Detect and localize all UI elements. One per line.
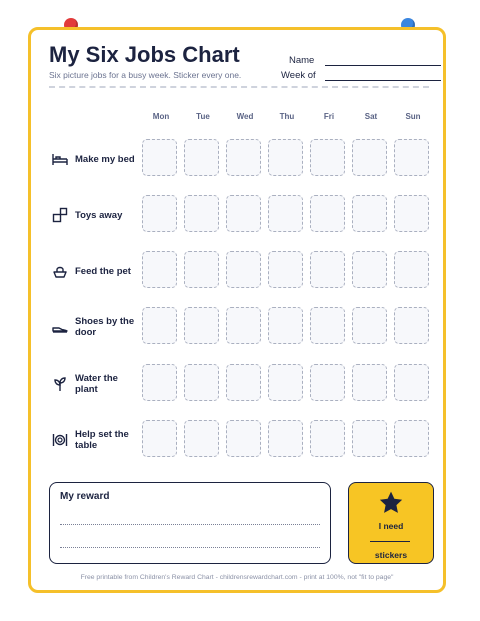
sticker-goal-text: I need xyxy=(378,521,404,531)
sticker-box[interactable] xyxy=(142,420,177,457)
week-field[interactable] xyxy=(281,69,441,81)
job-label: Water the plant xyxy=(75,373,118,395)
name-line[interactable] xyxy=(325,54,441,66)
sticker-box[interactable] xyxy=(184,195,219,232)
week-line[interactable] xyxy=(325,69,441,81)
shoe-icon xyxy=(52,319,68,335)
sticker-box[interactable] xyxy=(268,307,303,344)
sticker-box[interactable] xyxy=(394,139,429,176)
day-header-fri: Fri xyxy=(323,112,335,121)
job-row-pet xyxy=(49,251,433,291)
chart-sheet xyxy=(28,27,446,593)
sticker-box[interactable] xyxy=(352,420,387,457)
plate-cutlery-icon xyxy=(52,432,68,448)
sticker-box[interactable] xyxy=(394,195,429,232)
job-row-toys xyxy=(49,195,433,235)
sticker-goal-box[interactable] xyxy=(348,482,434,564)
job-label: Help set the table xyxy=(75,429,129,451)
sticker-box[interactable] xyxy=(268,364,303,401)
sticker-box[interactable] xyxy=(184,364,219,401)
sticker-box[interactable] xyxy=(184,307,219,344)
job-label: Shoes by the door xyxy=(75,316,135,338)
job-label: Feed the pet xyxy=(75,265,131,277)
sticker-box[interactable] xyxy=(310,251,345,288)
sticker-box[interactable] xyxy=(352,251,387,288)
bed-icon xyxy=(52,151,68,167)
sticker-box[interactable] xyxy=(268,139,303,176)
plant-icon xyxy=(52,376,68,392)
sticker-box[interactable] xyxy=(268,251,303,288)
sticker-box[interactable] xyxy=(226,364,261,401)
reward-line[interactable] xyxy=(60,524,320,525)
sticker-box[interactable] xyxy=(142,195,177,232)
sticker-box[interactable] xyxy=(226,251,261,288)
page-subtitle: Six picture jobs for a busy week. Sticker every one. xyxy=(49,70,242,80)
sticker-box[interactable] xyxy=(226,420,261,457)
day-header-tue: Tue xyxy=(196,112,210,121)
day-header-mon: Mon xyxy=(152,112,170,121)
sticker-count-line[interactable] xyxy=(370,541,410,542)
job-label: Make my bed xyxy=(75,153,135,165)
day-header-sun: Sun xyxy=(405,112,421,121)
sticker-box[interactable] xyxy=(142,307,177,344)
sticker-box[interactable] xyxy=(352,307,387,344)
sticker-box[interactable] xyxy=(394,307,429,344)
day-header-wed: Wed xyxy=(236,112,254,121)
sticker-box[interactable] xyxy=(268,195,303,232)
header-divider xyxy=(49,86,429,88)
footer-note: Free printable from Children's Reward Chart - childrensrewardchart.com - print at 100%, not "fit to page" xyxy=(80,574,394,581)
sticker-box[interactable] xyxy=(184,251,219,288)
job-row-table xyxy=(49,420,433,460)
sticker-box[interactable] xyxy=(142,251,177,288)
sticker-box[interactable] xyxy=(310,307,345,344)
sticker-box[interactable] xyxy=(310,139,345,176)
toy-blocks-icon xyxy=(52,207,68,223)
sticker-box[interactable] xyxy=(226,195,261,232)
sticker-box[interactable] xyxy=(352,364,387,401)
sticker-box[interactable] xyxy=(184,420,219,457)
sticker-box[interactable] xyxy=(352,195,387,232)
sticker-box[interactable] xyxy=(394,251,429,288)
sticker-box[interactable] xyxy=(310,195,345,232)
sticker-box[interactable] xyxy=(226,139,261,176)
week-label: Week of xyxy=(281,70,316,81)
sticker-box[interactable] xyxy=(352,139,387,176)
sticker-box[interactable] xyxy=(142,364,177,401)
job-label: Toys away xyxy=(75,209,123,221)
reward-box[interactable] xyxy=(49,482,331,564)
star-icon xyxy=(378,490,404,516)
job-row-bed xyxy=(49,139,433,179)
pet-bowl-icon xyxy=(52,263,68,279)
page-title: My Six Jobs Chart xyxy=(49,42,240,67)
sticker-box[interactable] xyxy=(184,139,219,176)
day-header-thu: Thu xyxy=(279,112,295,121)
sticker-box[interactable] xyxy=(310,364,345,401)
name-field[interactable] xyxy=(289,54,441,66)
sticker-box[interactable] xyxy=(394,364,429,401)
sticker-goal-unit: stickers xyxy=(374,550,408,560)
sticker-box[interactable] xyxy=(268,420,303,457)
sticker-box[interactable] xyxy=(226,307,261,344)
job-row-plant xyxy=(49,364,433,404)
job-row-shoes xyxy=(49,307,433,347)
sticker-box[interactable] xyxy=(394,420,429,457)
reward-line[interactable] xyxy=(60,547,320,548)
sticker-box[interactable] xyxy=(310,420,345,457)
reward-title: My reward xyxy=(60,491,110,502)
sticker-box[interactable] xyxy=(142,139,177,176)
name-label: Name xyxy=(289,55,315,66)
day-header-sat: Sat xyxy=(364,112,378,121)
